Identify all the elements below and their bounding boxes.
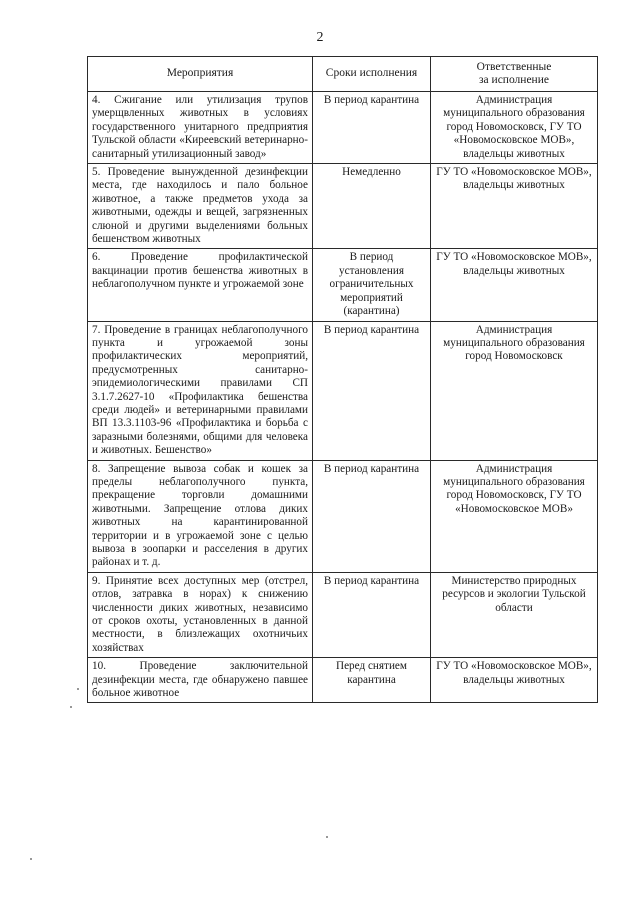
event-cell: 9. Принятие всех доступных мер (отстрел, отлов, затравка в норах) к снижению численности диких животных, независимо от сроков охоты, установленных в данной местности, в близлежащих охотничьих хозяйствах [88,572,313,657]
responsible-cell: Министерство природных ресурсов и экологии Тульской области [431,572,598,657]
header-measures: Мероприятия [88,57,313,92]
scan-speck [30,858,32,860]
table-header-row [88,57,598,92]
table-row [88,572,598,657]
header-responsible-text: Ответственные за исполнение [476,60,552,86]
scan-speck [70,706,72,708]
responsible-cell: ГУ ТО «Новомосковское МОВ», владельцы животных [431,249,598,321]
table-row [88,92,598,164]
table-row [88,321,598,460]
event-cell: 6. Проведение профилактической вакцинации против бешенства животных в неблагополучном пункте и угрожаемой зоне [88,249,313,321]
term-cell: В период карантина [313,321,431,460]
responsible-cell: Администрация муниципального образования город Новомосковск [431,321,598,460]
table-row [88,164,598,249]
responsible-cell: Администрация муниципального образования город Новомосковск, ГУ ТО «Новомосковское МОВ», владельцы животных [431,92,598,164]
header-deadlines: Сроки исполнения [313,57,431,92]
table-row [88,460,598,572]
responsible-cell: ГУ ТО «Новомосковское МОВ», владельцы животных [431,658,598,703]
scan-speck [77,688,79,690]
event-cell: 5. Проведение вынужденной дезинфекции места, где находилось и пало больное животное, а также предметов ухода за животными, одежды и вещей, загрязненных слюной и другими выделениями больных бешенством животных [88,164,313,249]
table-row [88,249,598,321]
term-cell: В период карантина [313,92,431,164]
event-cell: 8. Запрещение вывоза собак и кошек за пределы неблагополучного пункта, прекращение торговли домашними животными. Запрещение отлова диких животных на карантинированной территории и в угрожаемой зоне с целью вывоза в зоопарки и расселения в других районах и т. д. [88,460,313,572]
event-cell: 4. Сжигание или утилизация трупов умерщвленных животных в условиях государственного унитарного предприятия Тульской области «Киреевский ветеринарно-санитарный утилизационный завод» [88,92,313,164]
event-cell: 7. Проведение в границах неблагополучного пункта и угрожаемой зоны профилактических мероприятий, предусмотренных санитарно-эпидемиологическими правилами СП 3.1.7.2627-10 «Профилактика бешенства среди людей» и ветеринарными правилами ВП 13.3.1103-96 «Профилактика и борьба с заразными болезнями, общими для человека и животных. Бешенство» [88,321,313,460]
header-responsible [431,57,598,92]
event-cell: 10. Проведение заключительной дезинфекции места, где обнаружено павшее больное животное [88,658,313,703]
page-number: 2 [316,30,324,45]
term-cell: В период карантина [313,572,431,657]
responsible-cell: Администрация муниципального образования город Новомосковск, ГУ ТО «Новомосковское МОВ» [431,460,598,572]
measures-table [87,56,598,703]
term-cell: Немедленно [313,164,431,249]
responsible-cell: ГУ ТО «Новомосковское МОВ», владельцы животных [431,164,598,249]
term-cell: Перед снятием карантина [313,658,431,703]
table-row [88,658,598,703]
scan-speck [326,836,328,838]
term-cell: В период карантина [313,460,431,572]
term-cell: В период установления ограничительных мероприятий (карантина) [313,249,431,321]
